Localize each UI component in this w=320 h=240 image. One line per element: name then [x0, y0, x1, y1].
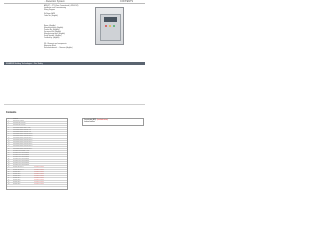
- device-front-panel: [100, 14, 121, 41]
- row-title: Terminal list 1: [13, 171, 21, 173]
- cover-line-2: Installation and Commissioning: [44, 8, 67, 9]
- contents-right-table: [82, 118, 144, 126]
- right-table-row1-note: (Localised version): [97, 119, 108, 121]
- table-row: [7, 184, 67, 187]
- row-title: Terminal list 5: [13, 180, 21, 182]
- row-title: Mounting plate (1:2000): [13, 123, 26, 125]
- section-bar-text: SIEMENS Building Technologies -- Fire Safety: [6, 62, 43, 65]
- device-screen: [104, 17, 117, 22]
- row-note: (Localised version): [34, 180, 44, 182]
- row-number: 28: [8, 175, 10, 177]
- row-number: 9: [8, 135, 9, 137]
- row-title: Connecting diagram terminal block 4: [13, 138, 33, 140]
- cover-meta-4: Document No: (illegible): [44, 32, 62, 33]
- cover-line-1: AWS-ZT -- ZT 8-Zone Conventional (+DIN 4102): [44, 6, 79, 7]
- row-title: Protection fuse circuit diagram: [13, 156, 29, 158]
- row-number: 3: [8, 123, 9, 125]
- row-title: Connecting diagram terminal block 6: [13, 142, 33, 144]
- row-number: 8: [8, 133, 9, 135]
- cover-line-4: Kit Name: AWS: [44, 14, 55, 15]
- section-bar: [4, 62, 145, 65]
- row-title: Protection fuse circuit diagram: [13, 152, 29, 154]
- row-number: 21: [8, 161, 10, 163]
- row-number: 1: [8, 119, 9, 121]
- row-number: 24: [8, 167, 10, 169]
- row-title: Contents: [13, 119, 18, 121]
- row-title: Connecting diagram terminal block 8: [13, 146, 33, 148]
- cover-note-1: DS - Elements and components: [44, 44, 67, 45]
- cover-line-3: Wiring Diagram: [44, 10, 55, 11]
- cover-meta-1: Name: (illegible): [44, 26, 56, 27]
- page-title: ...Detection System: [44, 0, 65, 3]
- row-number: 30: [8, 180, 10, 182]
- row-title: Connecting diagram terminal block 2: [13, 133, 33, 135]
- row-number: 31: [8, 182, 10, 184]
- row-title: Connecting diagram terminal (1:1): [13, 129, 31, 131]
- row-number: 27: [8, 173, 10, 175]
- row-number: 22: [8, 163, 10, 165]
- device-image: [95, 7, 124, 45]
- cover-meta-5: Manufacturing date: (illegible): [44, 34, 65, 35]
- row-title: Terminal list (Line 1): [13, 167, 24, 169]
- row-title: Terminal list 3: [13, 175, 21, 177]
- row-number: 23: [8, 165, 10, 167]
- row-title: Terminal list (Line 2): [13, 169, 24, 171]
- row-number: 4: [8, 125, 9, 127]
- row-number: 17: [8, 152, 10, 154]
- right-table-row2-text: Localised interface: [84, 122, 95, 123]
- row-title: Terminal list 4: [13, 177, 21, 179]
- row-note: (Localised version): [34, 169, 44, 171]
- cover-line-5: Order No: (illegible): [44, 16, 58, 17]
- row-note: (Localised version): [34, 173, 44, 175]
- row-title: Protection fuse circuit diagram: [13, 163, 29, 165]
- status-led-red: [105, 25, 107, 27]
- row-title: Terminal list 6: [13, 182, 21, 184]
- row-title: Terminal list 2: [13, 173, 21, 175]
- row-title: Connecting diagram terminal block 5: [13, 140, 33, 142]
- status-led-amber: [109, 25, 111, 27]
- row-title: Protection fuse circuit diagram: [13, 154, 29, 156]
- row-number: 6: [8, 129, 9, 131]
- row-note: (Localised version): [34, 182, 44, 184]
- cover-meta-6: Serial Number: (illegible): [44, 36, 62, 37]
- row-number: 16: [8, 150, 10, 152]
- cover-meta-7: Certified by: (illegible): [44, 38, 60, 39]
- row-number: 19: [8, 156, 10, 158]
- header-right-label: CONTENTS: [120, 0, 134, 3]
- divider-line: [4, 104, 145, 105]
- row-number: 20: [8, 159, 10, 161]
- row-title: Connecting diagram terminal block 9: [13, 148, 33, 150]
- row-number: 7: [8, 131, 9, 133]
- contents-table: [6, 118, 68, 190]
- row-number: 32: [8, 184, 10, 186]
- row-title: Terminal list 7: [13, 184, 21, 186]
- row-number: 13: [8, 144, 10, 146]
- row-number: 10: [8, 138, 10, 140]
- row-number: 26: [8, 171, 10, 173]
- row-number: 12: [8, 142, 10, 144]
- row-number: 25: [8, 169, 10, 171]
- cover-note-2: Elementen Block: [44, 46, 56, 47]
- row-number: 29: [8, 177, 10, 179]
- row-title: Connecting diagram terminal block 7: [13, 144, 33, 146]
- row-title: Protection fuse circuit diagram: [13, 165, 29, 167]
- row-note: (Localised version): [34, 177, 44, 179]
- row-note: (Localised version): [34, 167, 44, 169]
- row-title: Protection fuse diagram (AWS): [13, 150, 30, 152]
- row-number: 15: [8, 148, 10, 150]
- row-number: 2: [8, 121, 9, 123]
- row-number: 18: [8, 154, 10, 156]
- cover-note-3: Sicherheitsbereich ... Siemens (illegible): [44, 48, 73, 49]
- row-note: (Localised version): [34, 175, 44, 177]
- right-table-row1-text: Terminal table (AWS): [84, 119, 97, 121]
- row-number: 11: [8, 140, 10, 142]
- cover-meta-2: Manufactured by: (illegible): [44, 28, 64, 29]
- row-number: 14: [8, 146, 10, 148]
- row-title: Mounting plate (1:2000): [13, 125, 26, 127]
- row-title: Connecting diagram terminal block 3: [13, 135, 33, 137]
- row-number: 5: [8, 127, 9, 129]
- row-title: Dimensions (1:2000): [13, 121, 24, 123]
- row-title: Protection fuse circuit diagram: [13, 159, 29, 161]
- row-title: Connecting diagram block (AWS): [13, 127, 31, 129]
- row-title: Connecting diagram terminal (1:1): [13, 131, 31, 133]
- row-note: (Localised version): [34, 171, 44, 173]
- cover-meta-3: Product No: (illegible): [44, 30, 60, 31]
- row-title: Protection fuse circuit diagram: [13, 161, 29, 163]
- contents-title: Contents: [6, 111, 17, 114]
- status-led-green: [113, 25, 115, 27]
- row-note: (Localised version): [34, 184, 44, 186]
